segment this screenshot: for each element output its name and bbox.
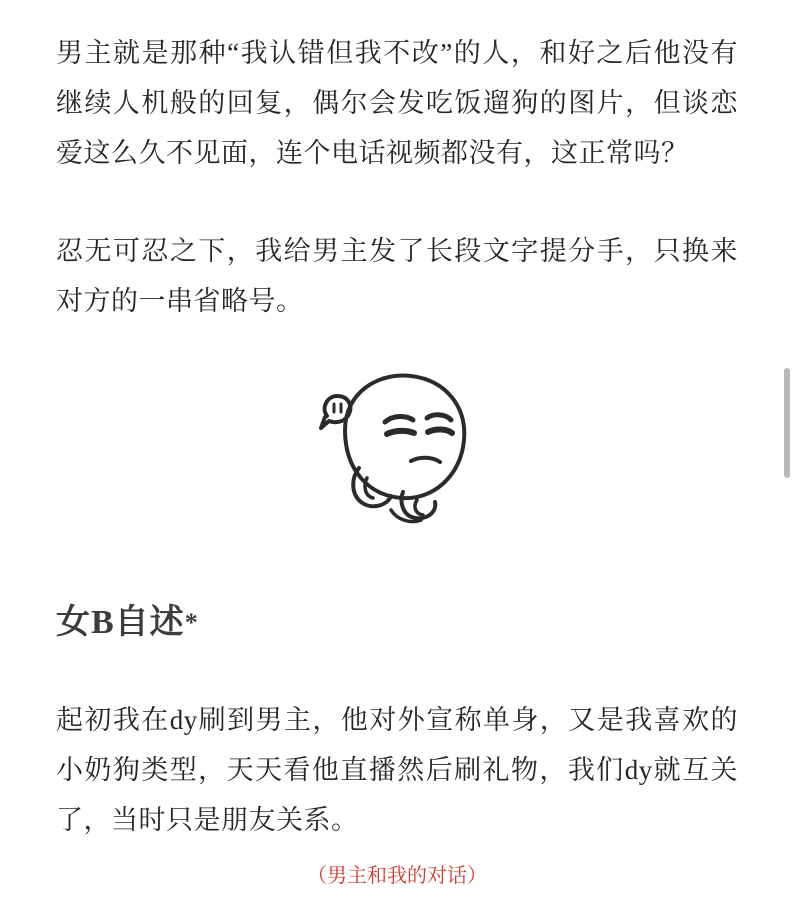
vertical-scrollbar[interactable] <box>784 368 790 478</box>
paragraph-2: 忍无可忍之下，我给男主发了长段文字提分手，只换来对方的一串省略号。 <box>56 236 738 316</box>
section-heading-marker: * <box>184 608 199 637</box>
paragraph-3: 起初我在dy刷到男主，他对外宣称单身，又是我喜欢的小奶狗类型，天天看他直播然后刷礼物，我们dy就互关了，当时只是朋友关系。 <box>56 705 738 835</box>
section-heading-text: 女B自述 <box>56 604 185 641</box>
image-caption: （男主和我的对话） <box>307 865 487 887</box>
paragraph-1: 男主就是那种“我认错但我不改”的人，和好之后他没有继续人机般的回复，偶尔会发吃饭遛狗的图片，但谈恋爱这么久不见面，连个电话视频都没有，这正常吗？ <box>56 38 738 168</box>
meme-doodle-face-icon <box>307 360 487 535</box>
sticker-image-container <box>56 360 738 535</box>
section-heading <box>56 601 738 645</box>
